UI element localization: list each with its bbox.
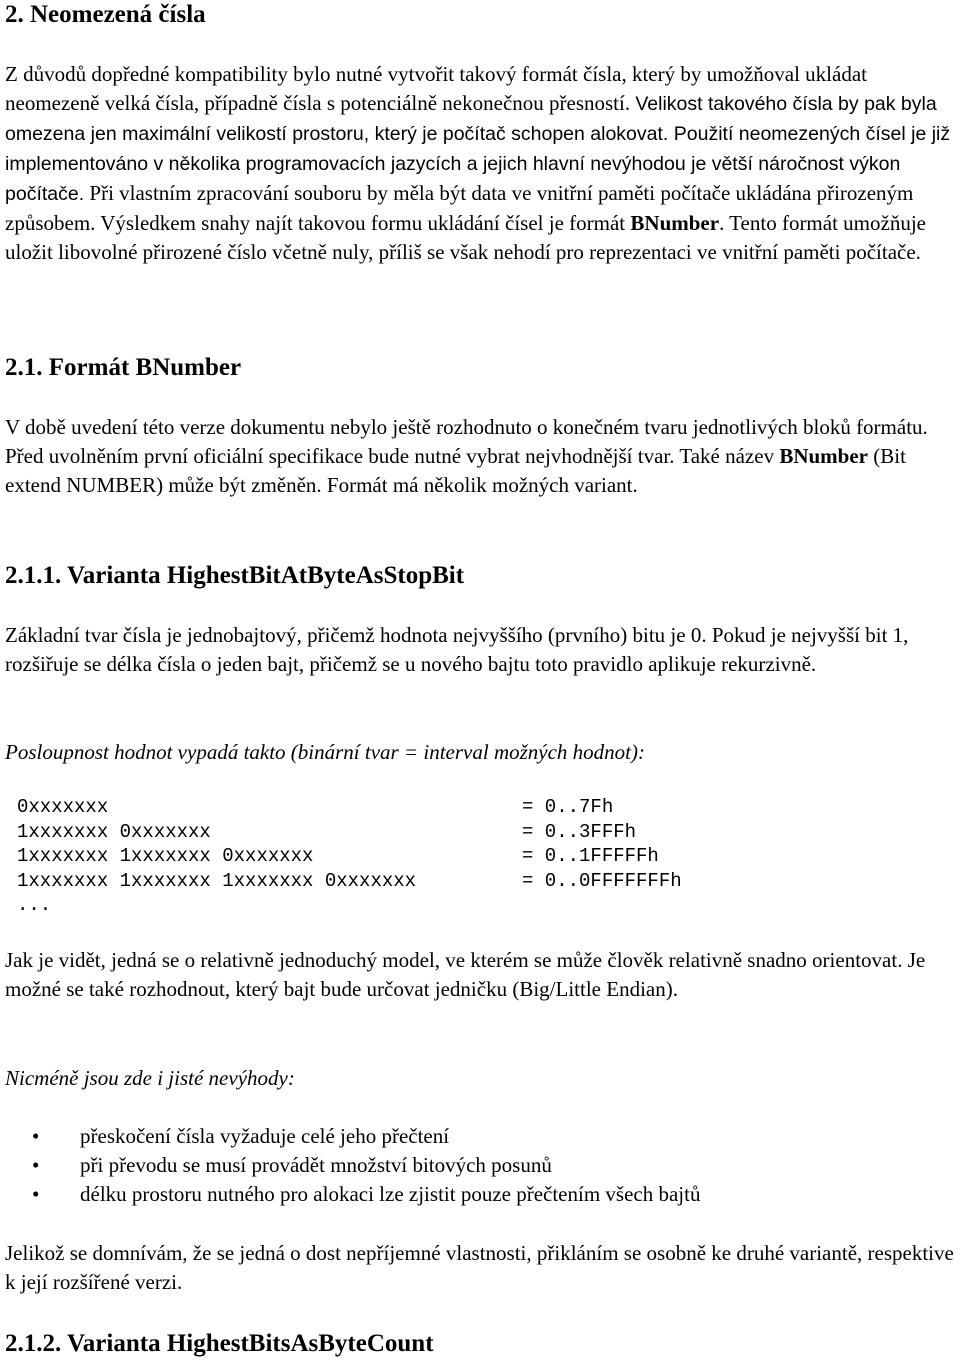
code-range: = 0..7Fh — [522, 796, 614, 818]
list-item — [5, 1180, 960, 1209]
p21-text-1: V době uvedení této verze dokumentu nebylo ještě rozhodnuto o konečném tvaru jednotlivých bloků formátu. Před uvolněním první oficiální specifikace bude nutné vybrat nejvhodnější tvar. Také název — [5, 415, 928, 468]
code-range: = 0..0FFFFFFFh — [522, 869, 682, 892]
p211-text: Základní tvar čísla je jednobajtový, přičemž hodnota nejvyššího (prvního) bitu je 0. Pokud je nejvyšší bit 1, rozšiřuje se délka čísla o jeden bajt, přičemž se u nového bajtu toto pravidlo aplikuje rekurzivně. — [5, 623, 909, 676]
intro-text-4: . Tento formát umožňuje uložit libovolné přirozené číslo včetně nuly, příliš se však nehodí pro reprezentaci ve vnitřní paměti počítače. — [5, 211, 926, 264]
code-block — [5, 795, 960, 918]
list-item-text: přeskočení čísla vyžaduje celé jeho přečtení — [80, 1124, 450, 1148]
drawbacks-list — [5, 1122, 960, 1209]
bullet-icon: • — [32, 1182, 40, 1206]
sequence-intro: Posloupnost hodnot vypadá takto (binární tvar = interval možných hodnot): — [5, 740, 646, 764]
paragraph-2-1 — [5, 413, 960, 500]
list-item — [5, 1122, 960, 1151]
list-item-text: při převodu se musí provádět množství bitových posunů — [80, 1153, 552, 1177]
code-row — [5, 893, 960, 918]
bnumber-term-2: BNumber — [779, 444, 868, 468]
after-code-text: Jak je vidět, jedná se o relativně jednoduchý model, ve kterém se může člověk relativně snadno orientovat. Je možné se také rozhodnout, který bajt bude určovat jedničku (Big/Little Endian). — [5, 948, 926, 1001]
code-pattern: 1xxxxxxx 0xxxxxxx — [17, 820, 211, 843]
section-heading-2-1-1: 2.1.1. Varianta HighestBitAtByteAsStopBit — [5, 562, 465, 589]
code-range: = 0..1FFFFFh — [522, 845, 659, 867]
code-pattern: 1xxxxxxx 1xxxxxxx 0xxxxxxx — [17, 845, 314, 867]
paragraph-2-1-1 — [5, 621, 960, 679]
list-item — [5, 1151, 960, 1180]
p21-text-2: (Bit extend NUMBER) může být změněn. Formát má několik možných variant. — [5, 444, 906, 497]
code-pattern: 1xxxxxxx 1xxxxxxx 1xxxxxxx 0xxxxxxx — [17, 869, 417, 892]
bnumber-term: BNumber — [630, 211, 720, 235]
bullet-icon: • — [32, 1124, 40, 1148]
paragraph-after-code — [5, 946, 960, 1004]
code-row — [5, 844, 960, 869]
code-row — [5, 795, 960, 820]
intro-text-3: Při vlastním zpracování souboru by měla být data ve vnitřní paměti počítače ukládána přirozeným způsobem. Výsledkem snahy najít takovou formu ukládání čísel je formát — [5, 181, 914, 235]
section-heading-2-1-2: 2.1.2. Varianta HighestBitsAsByteCount — [5, 1330, 434, 1357]
intro-text-1: Z důvodů dopředné kompatibility bylo nutné vytvořit takový formát čísla, který by umožňoval ukládat neomezeně velká čísla, případně čísla s potenciálně nekonečnou přesností. — [5, 62, 867, 115]
intro-text-2-sans: Velikost takového čísla by pak byla omezena jen maximální velikostí prostoru, který je počítač schopen alokovat. Použití neomezených čísel je již implementováno v několika programovacích jazycích a jejich hlavní nevýhodou je větší náročnost výkon počítače. — [5, 93, 951, 205]
intro-paragraph — [5, 60, 960, 267]
section-heading-2: 2. Neomezená čísla — [5, 1, 206, 28]
conclusion-paragraph — [5, 1239, 960, 1297]
code-pattern: 0xxxxxxx — [17, 796, 109, 818]
code-range: = 0..3FFFh — [522, 820, 637, 843]
list-item-text: délku prostoru nutného pro alokaci lze zjistit pouze přečtením všech bajtů — [80, 1182, 701, 1206]
code-row — [5, 820, 960, 845]
drawbacks-intro: Nicméně jsou zde i jisté nevýhody: — [5, 1066, 295, 1090]
section-heading-2-1: 2.1. Formát BNumber — [5, 354, 242, 381]
conclusion-text: Jelikož se domnívám, že se jedná o dost nepříjemné vlastnosti, přikláním se osobně ke druhé variantě, respektive k její rozšířené verzi. — [5, 1241, 954, 1294]
code-ellipsis: ... — [17, 894, 52, 916]
code-row — [5, 869, 960, 894]
bullet-icon: • — [32, 1153, 40, 1177]
